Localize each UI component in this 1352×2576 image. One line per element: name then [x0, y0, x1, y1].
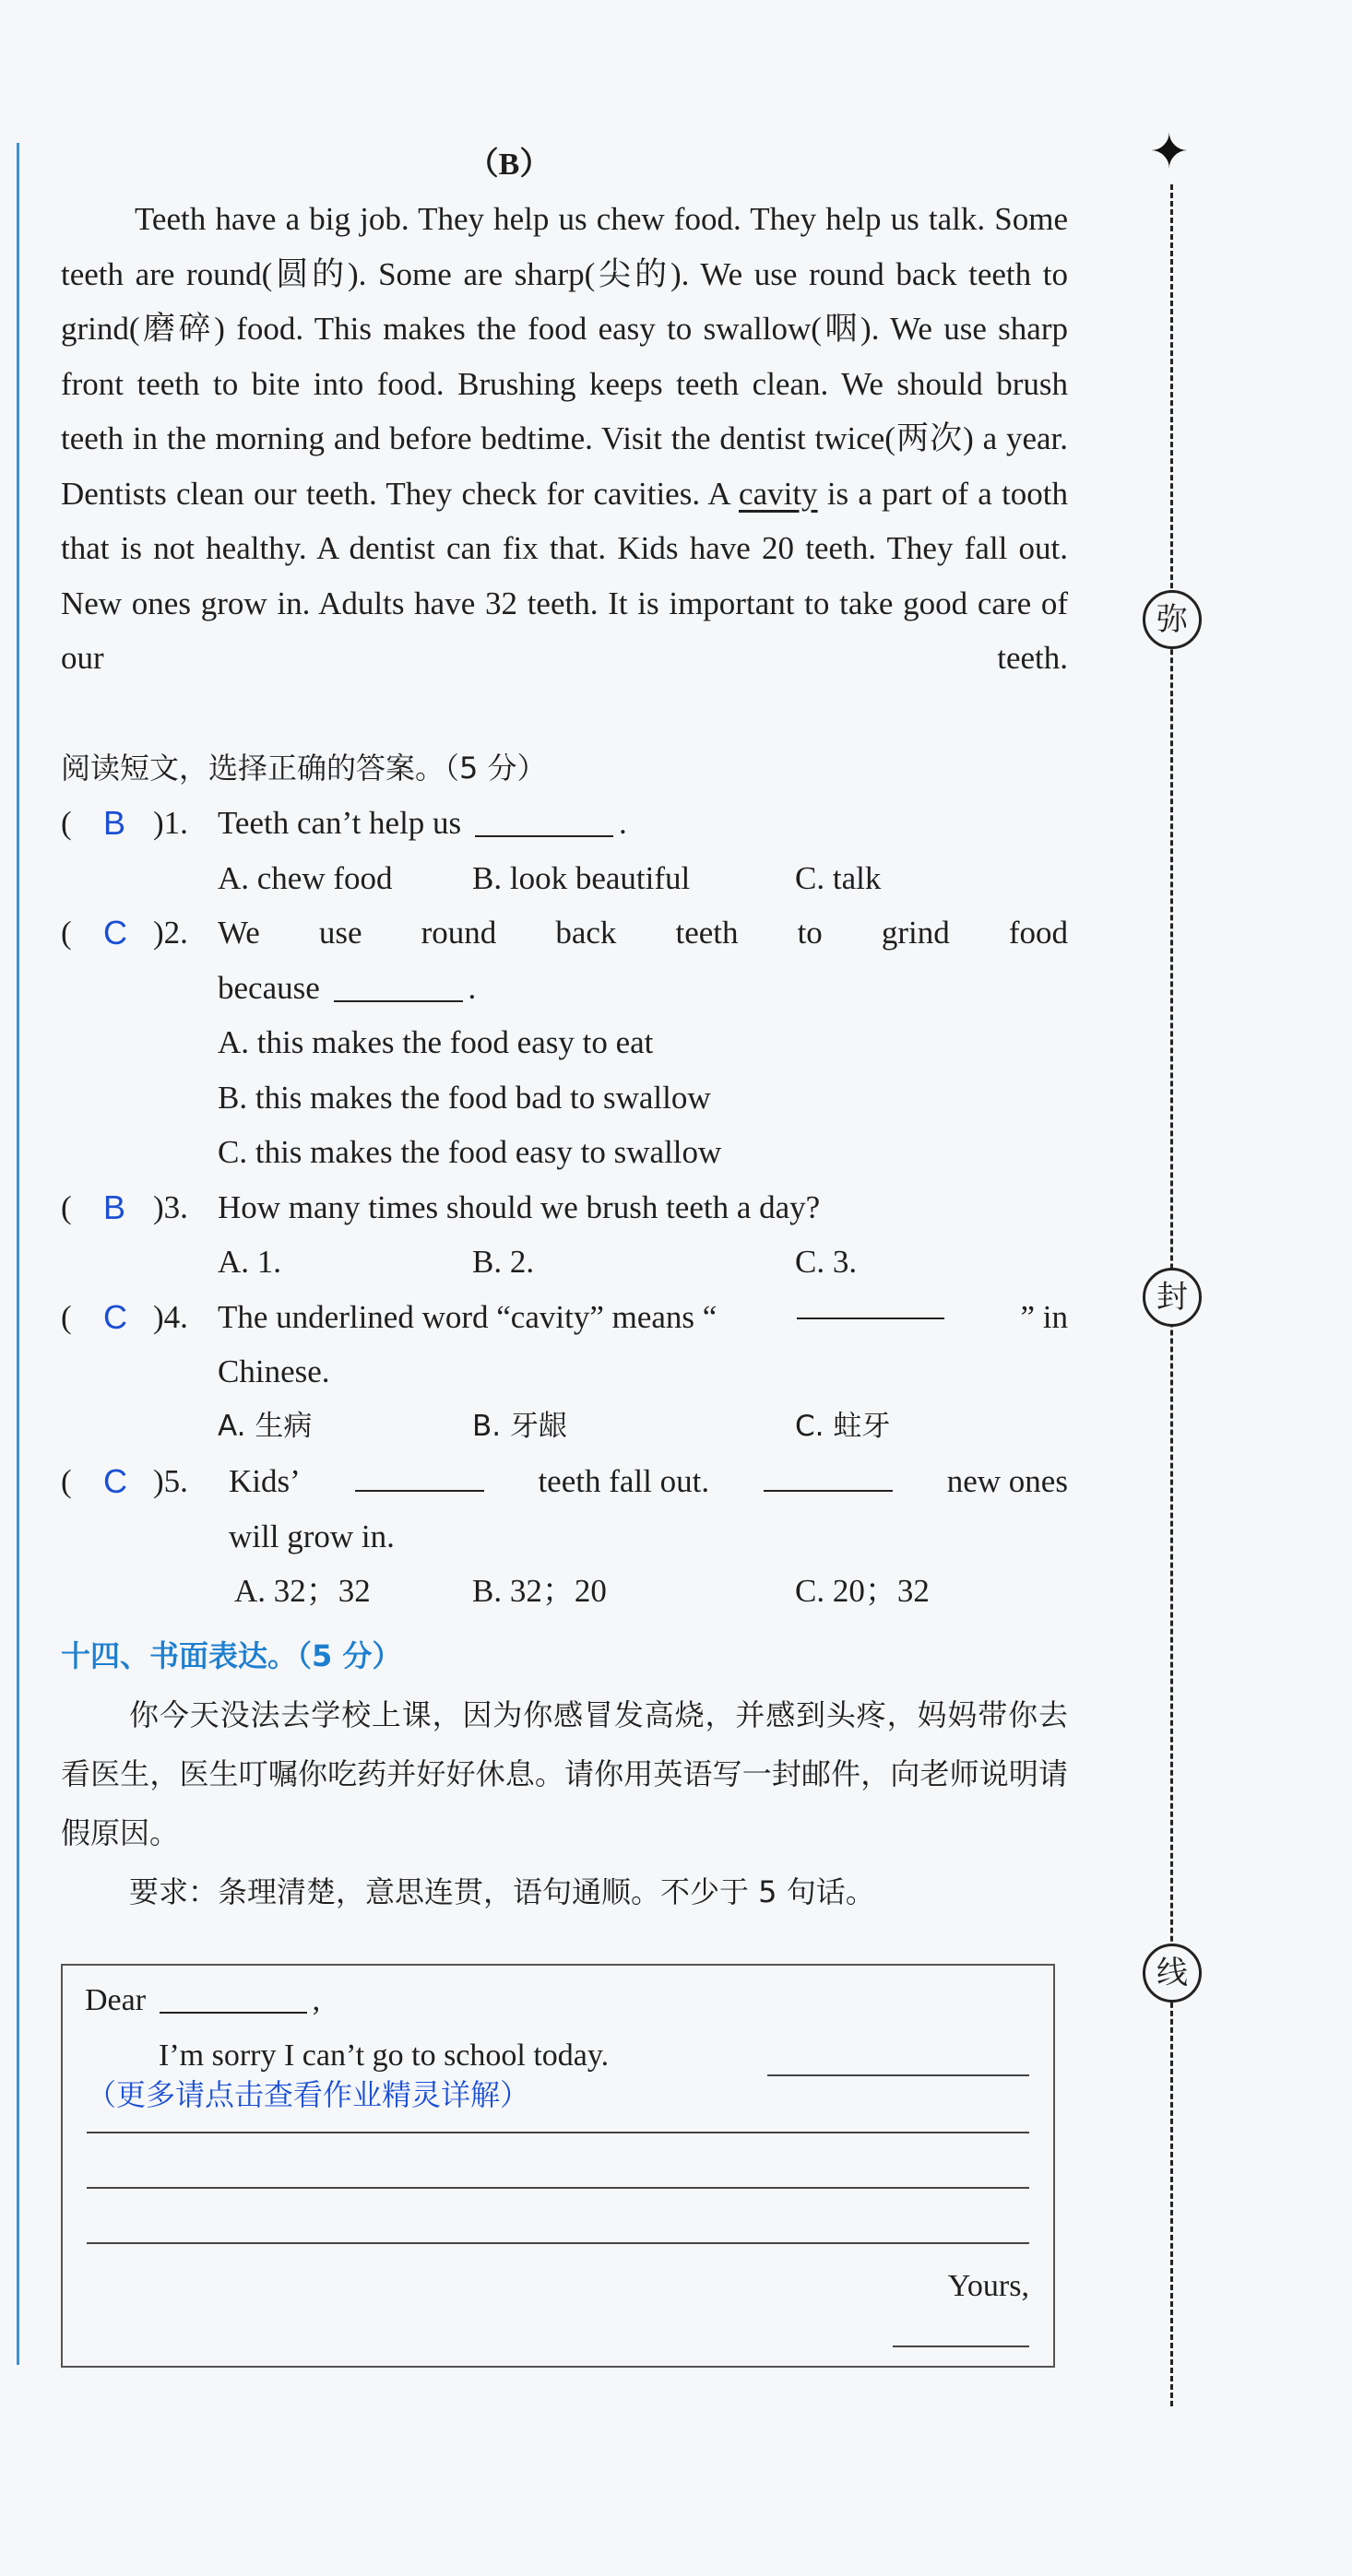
question-3-options [61, 1235, 1068, 1290]
option[interactable]: C. 蛀牙 [795, 1409, 891, 1443]
answer-4[interactable]: C [103, 1297, 127, 1336]
question-1: ( B )1. Teeth can’t help us . [61, 796, 1068, 851]
star-icon: ✦ [1149, 126, 1190, 179]
question-3: ( B )3. How many times should we brush teeth a day? [61, 1180, 1068, 1235]
writing-requirements: 要求：条理清楚，意思连贯，语句通顺。不少于 5 句话。 [129, 1873, 875, 1909]
signature-line[interactable] [893, 2346, 1029, 2347]
underlined-word: cavity [739, 475, 818, 512]
passage-text: Teeth have a big job. They help us chew food. They help us talk. Some teeth are round(圆的). Some are sharp(尖的). We use round back teeth to grind(磨碎) food. This makes the food easy to swallow(咽). We use sharp front teeth to bite into food. Brushing keeps teeth clean. We should brush teeth in the morning and before bedtime. Visit the dentist twice(两次) a year. Dentists clean our teeth. They check for cavities. A [61, 201, 1068, 512]
seal-feng: 封 [1143, 1268, 1202, 1327]
letter-opening: I’m sorry I can’t go to school today. [159, 2038, 610, 2073]
option[interactable]: B. look beautiful [472, 859, 691, 896]
writing-line[interactable] [87, 2242, 1029, 2244]
passage-text-end: is a part of a tooth that is not healthy. A dentist can fix that. Kids have 20 teeth. They fall out. New ones grow in. Adults have 32 teeth. It is important to take good care of our teeth. [61, 475, 1069, 676]
option[interactable]: B. 32；20 [472, 1573, 607, 1609]
answer-1[interactable]: B [103, 804, 126, 842]
seal-mi: 弥 [1143, 590, 1202, 649]
question-5: ( C )5. Kids’ teeth fall out. new ones will grow in. [61, 1454, 1068, 1564]
writing-line[interactable] [767, 2074, 1029, 2076]
option[interactable]: A. 32；32 [234, 1573, 371, 1609]
left-margin-rule [17, 143, 19, 2365]
question-1-options [61, 851, 1068, 906]
writing-line[interactable] [87, 2132, 1029, 2133]
answer-3[interactable]: B [103, 1188, 126, 1226]
reading-passage [61, 192, 1068, 740]
letter-closing: Yours, [947, 2269, 1029, 2303]
question-4: ( C )4. The underlined word “cavity” means “ ” in Chinese. [61, 1290, 1068, 1400]
letter-writing-box: Dear , I’m sorry I can’t go to school today. （更多请点击查看作业精灵详解） Yours, [61, 1964, 1055, 2368]
option[interactable]: B. this makes the food bad to swallow [218, 1079, 711, 1116]
reading-instruction: 阅读短文，选择正确的答案。（5 分） [61, 750, 547, 786]
option[interactable]: B. 2. [472, 1244, 535, 1280]
seal-xian: 线 [1143, 1944, 1202, 2003]
option[interactable]: C. 20；32 [795, 1573, 930, 1609]
option[interactable]: C. this makes the food easy to swallow [218, 1134, 722, 1170]
question-2: ( C )2. We use round back teeth to grind food because . [61, 905, 1068, 1015]
question-5-options [61, 1564, 1068, 1619]
question-4-options [61, 1400, 1068, 1455]
option[interactable]: A. 1. [218, 1244, 282, 1280]
writing-prompt: 你今天没法去学校上课，因为你感冒发高烧，并感到头疼，妈妈带你去看医生，医生叮嘱你吃药并好好休息。请你用英语写一封邮件，向老师说明请假原因。 [61, 1696, 1068, 1850]
answer-5[interactable]: C [103, 1462, 127, 1500]
section-14-title: 十四、书面表达。（5 分） [61, 1637, 402, 1673]
writing-line[interactable] [87, 2187, 1029, 2189]
letter-greeting: Dear [85, 1983, 147, 2017]
option[interactable]: A. this makes the food easy to eat [218, 1024, 654, 1060]
worksheet-content [61, 138, 1068, 1921]
more-details-link[interactable]: （更多请点击查看作业精灵详解） [87, 2077, 530, 2112]
option[interactable]: A. chew food [218, 859, 393, 896]
section-label: （B） [467, 148, 551, 182]
option[interactable]: C. talk [795, 859, 882, 896]
option[interactable]: A. 生病 [218, 1409, 313, 1443]
option[interactable]: C. 3. [795, 1244, 858, 1280]
option[interactable]: B. 牙龈 [472, 1409, 567, 1443]
answer-2[interactable]: C [103, 914, 127, 951]
